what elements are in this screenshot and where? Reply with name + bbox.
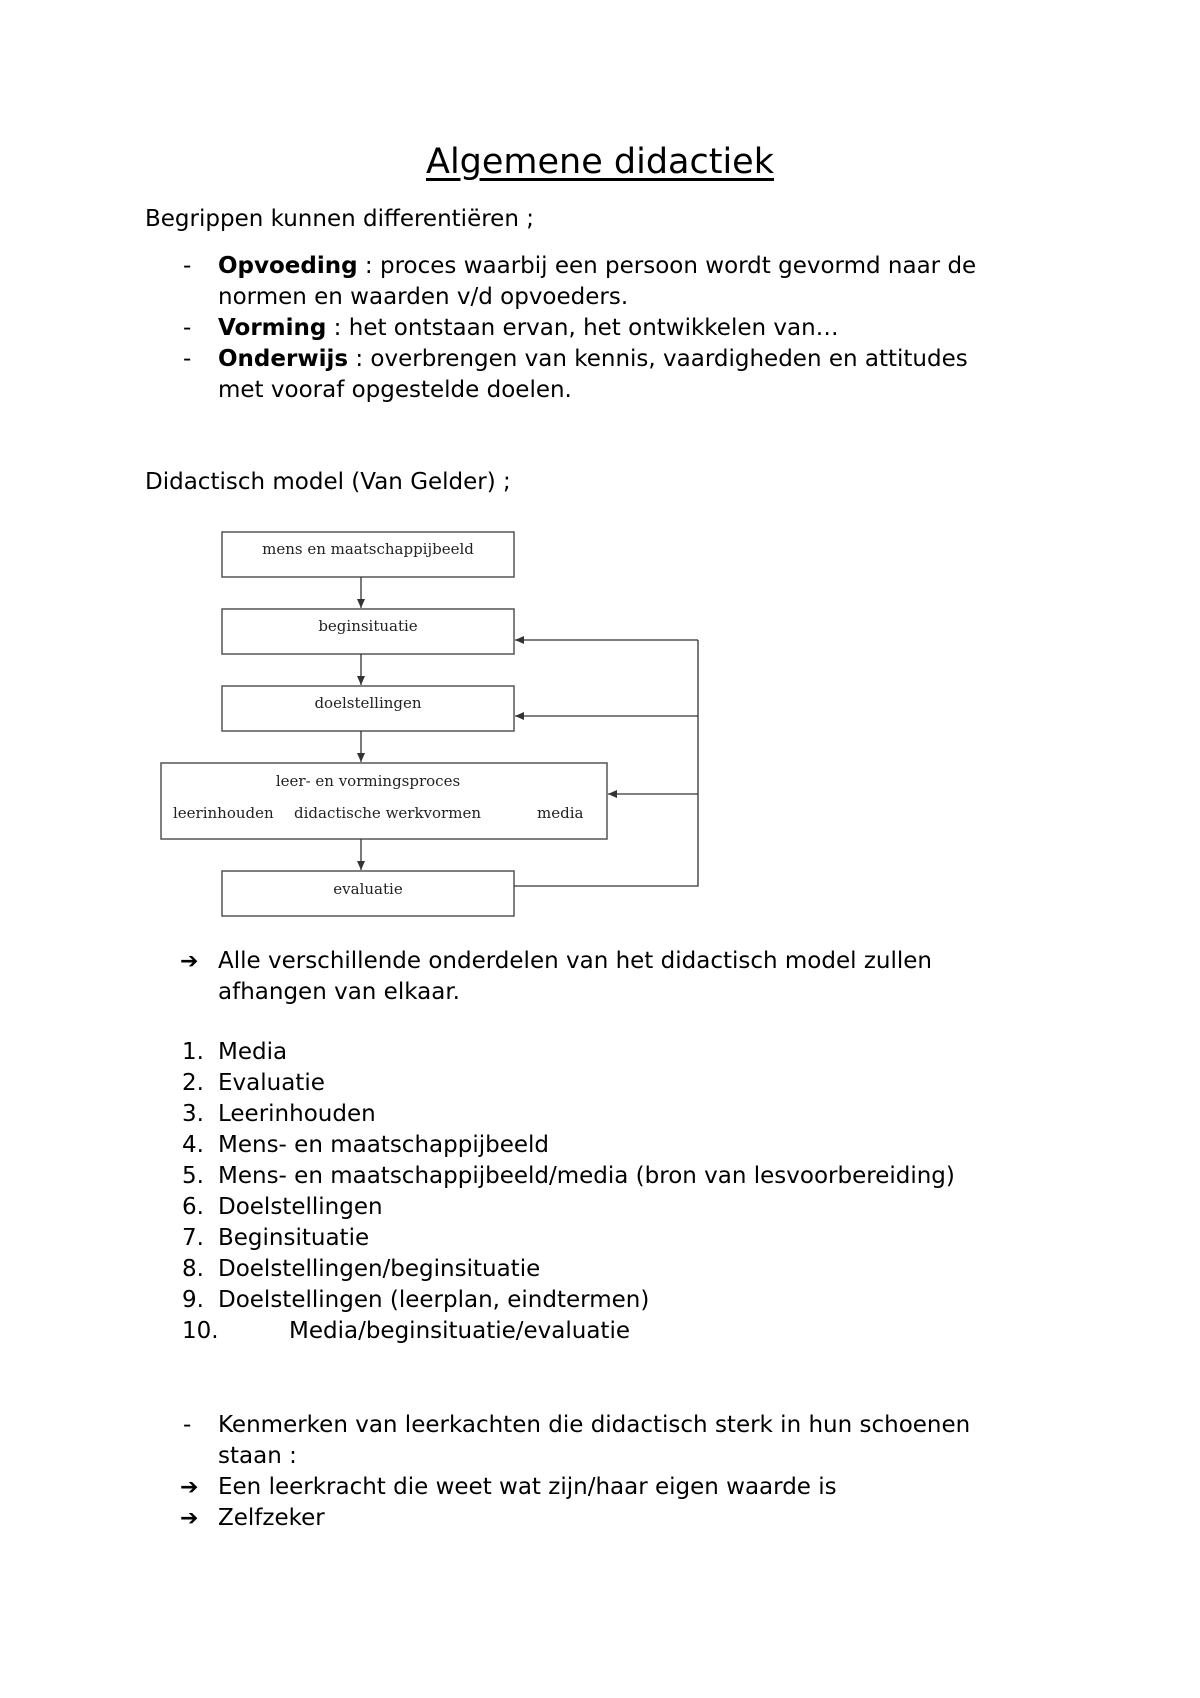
definition-line: met vooraf opgestelde doelen. (218, 377, 572, 403)
list-number: 4. (182, 1132, 204, 1158)
conclusion-line: Alle verschillende onderdelen van het didactisch model zullen (218, 948, 932, 974)
definition-sep: : (348, 346, 371, 372)
list-number: 9. (182, 1287, 204, 1313)
list-number: 10. (182, 1318, 219, 1344)
diagram-label-leerinhouden: leerinhouden (173, 804, 274, 822)
list-number: 8. (182, 1256, 204, 1282)
definition-term: Vorming (218, 315, 327, 341)
diagram-label-leerproces: leer- en vormingsproces (275, 772, 461, 790)
list-number: 6. (182, 1194, 204, 1220)
diagram-label-doelstellingen: doelstellingen (314, 694, 422, 712)
definition-line: het ontstaan ervan, het ontwikkelen van… (348, 315, 839, 341)
definition-line: overbrengen van kennis, vaardigheden en attitudes (370, 346, 968, 372)
list-number: 2. (182, 1070, 204, 1096)
diagram-label-media: media (537, 804, 584, 822)
list-item: Mens- en maatschappijbeeld (218, 1132, 549, 1158)
dash-bullet: - (183, 1412, 192, 1438)
diagram-label-evaluatie: evaluatie (333, 880, 403, 898)
diagram-label-beginsituatie: beginsituatie (318, 617, 418, 635)
dash-bullet: - (183, 346, 192, 372)
list-item: Media/beginsituatie/evaluatie (289, 1318, 630, 1344)
arrow-bullet-icon: ➔ (180, 1506, 199, 1531)
list-number: 1. (182, 1039, 204, 1065)
trait-item: Zelfzeker (218, 1505, 325, 1531)
list-item: Doelstellingen (leerplan, eindtermen) (218, 1287, 650, 1313)
definition-line: proces waarbij een persoon wordt gevormd naar de (379, 253, 977, 279)
kenmerken-line: staan : (218, 1443, 297, 1469)
definition-line: normen en waarden v/d opvoeders. (218, 284, 629, 310)
arrow-bullet-icon: ➔ (180, 1475, 199, 1500)
model-heading: Didactisch model (Van Gelder) ; (145, 469, 511, 495)
kenmerken-line: Kenmerken van leerkachten die didactisch sterk in hun schoenen (218, 1412, 971, 1438)
arrow-bullet-icon: ➔ (180, 949, 199, 974)
page-title: Algemene didactiek (426, 142, 774, 182)
list-item: Media (218, 1039, 288, 1065)
diagram-label-mensbeeld: mens en maatschappijbeeld (262, 540, 474, 558)
list-item: Mens- en maatschappijbeeld/media (bron van lesvoorbereiding) (218, 1163, 955, 1189)
trait-item: Een leerkracht die weet wat zijn/haar eigen waarde is (218, 1474, 837, 1500)
list-number: 3. (182, 1101, 204, 1127)
list-item: Evaluatie (218, 1070, 325, 1096)
intro-text: Begrippen kunnen differentiëren ; (145, 206, 534, 232)
dash-bullet: - (183, 315, 192, 341)
definition-term: Onderwijs (218, 346, 349, 372)
list-item: Doelstellingen/beginsituatie (218, 1256, 541, 1282)
dash-bullet: - (183, 253, 192, 279)
list-item: Doelstellingen (218, 1194, 383, 1220)
list-number: 7. (182, 1225, 204, 1251)
list-item: Beginsituatie (218, 1225, 370, 1251)
definition-sep: : (357, 253, 380, 279)
diagram-label-werkvormen: didactische werkvormen (294, 804, 481, 822)
definition-sep: : (326, 315, 349, 341)
conclusion-line: afhangen van elkaar. (218, 979, 460, 1005)
list-number: 5. (182, 1163, 204, 1189)
list-item: Leerinhouden (218, 1101, 376, 1127)
definition-term: Opvoeding (218, 253, 358, 279)
